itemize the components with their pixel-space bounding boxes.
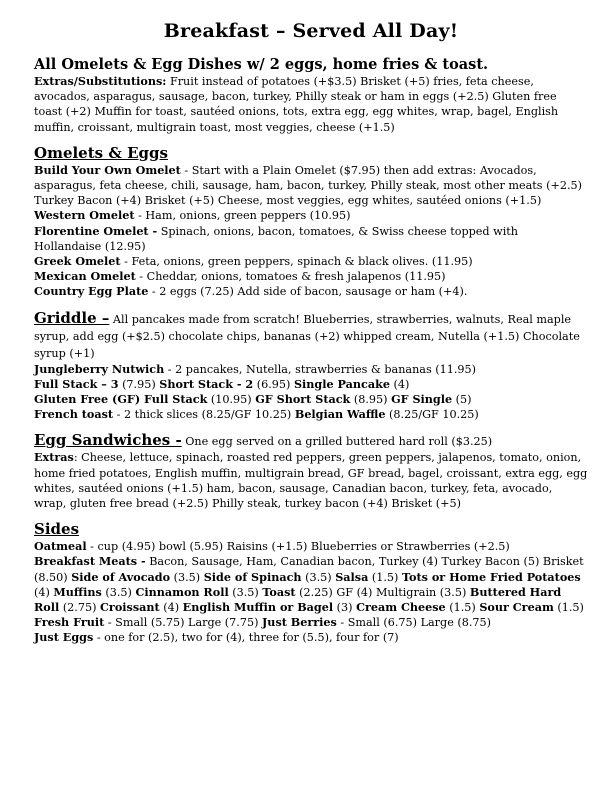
item-name: English Muffin or Bagel bbox=[182, 600, 334, 615]
item-name: Toast bbox=[262, 584, 296, 599]
item-price: (4) bbox=[159, 601, 180, 615]
item-name: Cinnamon Roll bbox=[135, 584, 229, 599]
item-price: (1.5) bbox=[445, 601, 480, 615]
fruit-line bbox=[34, 615, 588, 630]
item-desc: - 2 eggs (7.25) Add side of bacon, sausage or ham (+4). bbox=[148, 285, 468, 299]
item-name: Side of Spinach bbox=[203, 569, 302, 584]
menu-item-country-egg-plate bbox=[34, 284, 588, 299]
item-desc: - cup (4.95) bowl (5.95) Raisins (+1.5) Blueberries or Strawberries (+2.5) bbox=[86, 540, 510, 554]
item-desc: - Feta, onions, green peppers, spinach & black olives. (11.95) bbox=[120, 255, 473, 269]
sandwiches-intro: One egg served on a grilled buttered hard roll ($3.25) bbox=[181, 435, 493, 449]
intro-extras-text: Fruit instead of potatoes (+$3.5) Brisket (+5) fries, feta cheese, avocados, asparagus, sausage, bacon, turkey, Philly steak or ham in eggs (+2.5) Gluten free toast (+2) Muffin for toast, sautéed onions, tots, extra egg, egg whites, wrap, bagel, English muffin, croissant, multigrain toast, most veggies, cheese (+1.5) bbox=[34, 75, 559, 134]
menu-item-greek-omelet bbox=[34, 254, 588, 269]
just-eggs-line bbox=[34, 630, 588, 645]
item-name: Western Omelet bbox=[34, 208, 135, 223]
item-price: (4) bbox=[389, 377, 410, 391]
item-desc: Bacon, Sausage, Ham, Canadian bacon, Turkey (4) Turkey Bacon (5) Brisket (8.50) bbox=[34, 555, 584, 584]
item-name: Gluten Free (GF) Full Stack bbox=[34, 392, 208, 407]
omelets-section-heading bbox=[34, 145, 588, 163]
griddle-heading: Griddle – bbox=[34, 308, 110, 327]
item-price: (3.5) bbox=[301, 570, 336, 584]
sides-heading: Sides bbox=[34, 520, 80, 539]
item-name: Breakfast Meats - bbox=[34, 554, 146, 569]
item-name: Croissant bbox=[100, 600, 160, 615]
menu-item-western-omelet bbox=[34, 208, 588, 223]
item-desc: - Small (6.75) Large (8.75) bbox=[336, 616, 492, 630]
item-price: (7.95) bbox=[118, 377, 160, 391]
item-name: Side of Avocado bbox=[71, 569, 171, 584]
intro-heading: All Omelets & Egg Dishes w/ 2 eggs, home fries & toast. bbox=[34, 56, 489, 73]
intro-extras-label: Extras/Substitutions: bbox=[34, 74, 167, 88]
item-name: Fresh Fruit bbox=[34, 615, 105, 630]
intro-extras bbox=[34, 74, 588, 135]
item-name: Cream Cheese bbox=[356, 600, 446, 615]
menu-item-florentine-omelet bbox=[34, 224, 588, 254]
item-desc: - Ham, onions, green peppers (10.95) bbox=[134, 209, 351, 223]
extras-text: : Cheese, lettuce, spinach, roasted red peppers, green peppers, jalapenos, tomato, onion, home fried potatoes, English muffin, multigrain bread, GF bread, bagel, croissant, extra egg, egg whites, sautéed onions (+1.5) ham, bacon, sausage, Canadian bacon, turkey, feta, avocado, wrap, gluten free bread (+2.5) Philly steak, turkey bacon (+4) Brisket (+5) bbox=[34, 451, 588, 511]
item-price: (1.5) bbox=[553, 601, 584, 615]
item-name: Full Stack – 3 bbox=[34, 376, 119, 391]
sides-section-heading bbox=[34, 521, 588, 539]
menu-item-build-omelet bbox=[34, 163, 588, 209]
item-desc: (2.25) GF (4) Multigrain (3.5) bbox=[295, 585, 470, 599]
item-name: French toast bbox=[34, 407, 114, 422]
sandwich-extras bbox=[34, 450, 588, 511]
gf-pancakes-line bbox=[34, 392, 588, 407]
item-name: Build Your Own Omelet bbox=[34, 162, 181, 177]
item-name: GF Single bbox=[391, 392, 453, 407]
page-title: Breakfast – Served All Day! bbox=[163, 20, 459, 42]
menu-item-oatmeal bbox=[34, 539, 588, 554]
griddle-intro: All pancakes made from scratch! Blueberries, strawberries, walnuts, Real maple syrup, add egg (+$2.5) chocolate chips, bananas (+2) whipped cream, Nutella (+1.5) Chocolate syrup (+1) bbox=[34, 312, 580, 360]
item-price: (8.25/GF 10.25) bbox=[385, 408, 479, 422]
item-name: Muffins bbox=[53, 584, 102, 599]
item-name: Oatmeal bbox=[34, 539, 87, 554]
item-name: Short Stack - 2 bbox=[159, 376, 254, 391]
item-name: Sour Cream bbox=[479, 600, 554, 615]
item-desc: - Small (5.75) Large (7.75) bbox=[104, 616, 263, 630]
omelets-heading: Omelets & Eggs bbox=[34, 143, 168, 162]
extras-label: Extras bbox=[34, 450, 74, 465]
item-name: Mexican Omelet bbox=[34, 269, 136, 284]
item-name: Country Egg Plate bbox=[34, 284, 149, 299]
item-price: (3.5) bbox=[170, 570, 204, 584]
item-name: Belgian Waffle bbox=[294, 407, 386, 422]
pancake-stacks-line bbox=[34, 377, 588, 392]
item-name: Buttered Hard Roll bbox=[34, 584, 562, 615]
item-name: Just Eggs bbox=[34, 630, 94, 645]
item-name: Jungleberry Nutwich bbox=[34, 361, 165, 376]
item-name: Salsa bbox=[335, 569, 369, 584]
item-price: (10.95) bbox=[207, 393, 256, 407]
item-name: Just Berries bbox=[262, 615, 337, 630]
item-name: GF Short Stack bbox=[255, 392, 351, 407]
sides-paragraph bbox=[34, 554, 588, 615]
item-name: Single Pancake bbox=[293, 376, 390, 391]
item-price: (8.95) bbox=[350, 393, 392, 407]
item-desc: - one for (2.5), two for (4), three for (5.5), four for (7) bbox=[93, 631, 399, 645]
french-toast-waffle-line bbox=[34, 407, 588, 422]
item-price: (1.5) bbox=[368, 570, 402, 584]
item-price: (3.5) bbox=[228, 585, 259, 599]
item-price: (3) bbox=[333, 601, 357, 615]
item-price: (6.95) bbox=[253, 377, 294, 391]
item-name: Tots or Home Fried Potatoes bbox=[401, 569, 581, 584]
menu-item-mexican-omelet bbox=[34, 269, 588, 284]
item-desc: - 2 pancakes, Nutella, strawberries & bananas (11.95) bbox=[164, 362, 477, 376]
item-desc: Spinach, onions, bacon, tomatoes, & Swiss cheese topped with Hollandaise (12.95) bbox=[34, 224, 518, 253]
item-name: Greek Omelet bbox=[34, 254, 121, 269]
sandwiches-heading: Egg Sandwiches - bbox=[34, 431, 182, 450]
item-name: Florentine Omelet - bbox=[34, 223, 158, 238]
item-price: (5) bbox=[452, 393, 472, 407]
item-price: (3.5) bbox=[101, 585, 136, 599]
menu-item-jungleberry-nutwich bbox=[34, 362, 588, 377]
item-price: (2.75) bbox=[59, 601, 101, 615]
item-desc: - Start with a Plain Omelet ($7.95) then add extras: Avocados, asparagus, feta cheese, chili, sausage, ham, bacon, turkey, Philly steak, most other meats (+2.5) Turkey Bacon (+4) Brisket (+5) Cheese, most veggies, egg whites, sautéed onions (+1.5) bbox=[34, 163, 582, 208]
item-desc: - Cheddar, onions, tomatoes & fresh jalapenos (11.95) bbox=[135, 270, 446, 284]
item-desc: - 2 thick slices (8.25/GF 10.25) bbox=[113, 408, 295, 422]
item-price: (4) bbox=[34, 585, 54, 599]
griddle-section bbox=[34, 310, 588, 362]
sandwiches-section bbox=[34, 432, 588, 450]
